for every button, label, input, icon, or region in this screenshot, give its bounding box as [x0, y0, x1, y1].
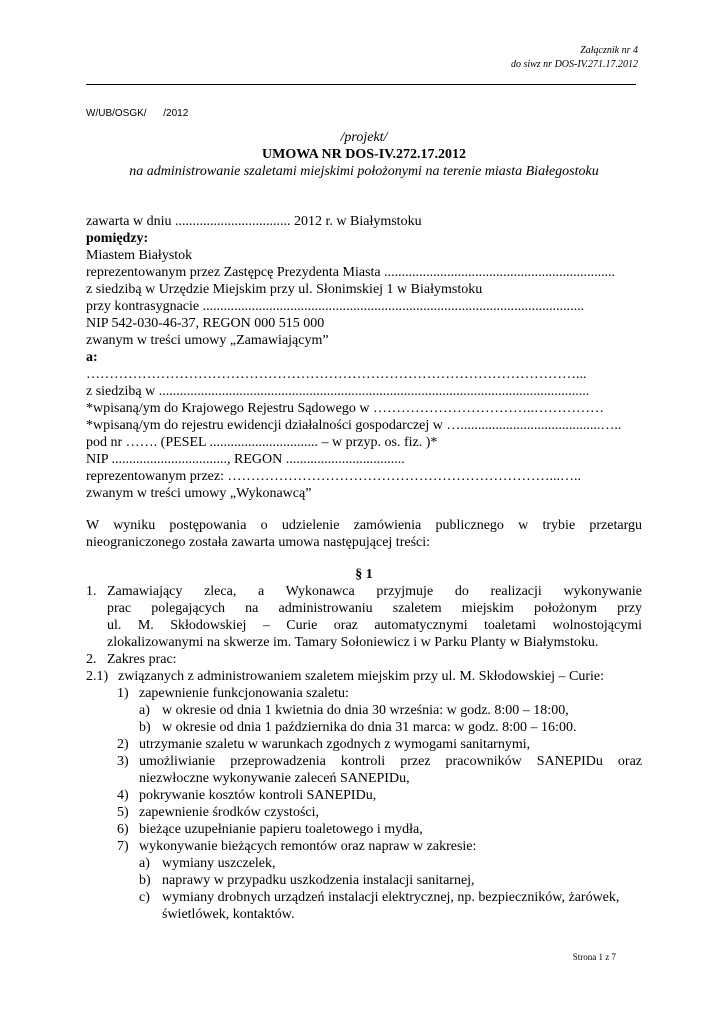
item-7-number: 7) [117, 839, 129, 854]
party-two-seat: z siedzibą w ........................................................................................................................... [86, 384, 590, 399]
page-number: Strona 1 z 7 [572, 952, 616, 962]
section-heading: § 1 [355, 567, 373, 582]
and-label: a: [86, 350, 98, 365]
item-3-line-2: niezwłoczne wykonywanie zaleceń SANEPIDu, [139, 771, 410, 786]
item-7b-text: naprawy w przypadku uszkodzenia instalacji sanitarnej, [162, 873, 475, 888]
item-3-number: 3) [117, 754, 129, 769]
party-one-nip-regon: NIP 542-030-46-37, REGON 000 515 000 [86, 316, 325, 331]
item-5-number: 5) [117, 805, 129, 820]
item-5-text: zapewnienie środków czystości, [139, 805, 319, 820]
item-7b-number: b) [139, 873, 151, 888]
document-reference: W/UB/OSGK/ /2012 [86, 108, 189, 119]
item-7c-number: c) [139, 890, 150, 905]
party-two-ceidg: *wpisaną/ym do rejestru ewidencji działalności gospodarczej w …........................................….. [86, 418, 622, 433]
point-1-line-1: Zamawiający zleca, a Wykonawca przyjmuje do realizacji wykonywanie [107, 584, 642, 599]
siwz-reference: do siwz nr DOS-IV.271.17.2012 [510, 59, 638, 70]
item-7a-number: a) [139, 856, 150, 871]
item-7a-text: wymiany uszczelek, [162, 856, 276, 871]
point-1-line-3: ul. M. Skłodowskiej – Curie oraz automatycznymi toaletami wolnostojącymi [107, 618, 642, 633]
contract-subtitle: na administrowanie szaletami miejskimi położonymi na terenie miasta Białegostoku [129, 164, 599, 179]
contract-title: UMOWA NR DOS-IV.272.17.2012 [262, 147, 466, 162]
item-7-text: wykonywanie bieżących remontów oraz napraw w zakresie: [139, 839, 477, 854]
item-1b-number: b) [139, 720, 151, 735]
item-2-number: 2) [117, 737, 129, 752]
item-3-line-1: umożliwianie przeprowadzenia kontroli przez pracowników SANEPIDu oraz [139, 754, 642, 769]
item-1b-text: w okresie od dnia 1 października do dnia 31 marca: w godz. 8:00 – 16:00. [162, 720, 577, 735]
point-2-text: Zakres prac: [107, 652, 177, 667]
party-two-name: ……………………………………………………………………………………………... [86, 367, 587, 382]
item-6-number: 6) [117, 822, 129, 837]
point-1-line-2: prac polegających na administrowaniu szaletem miejskim położonym przy [107, 601, 642, 616]
party-two-representative: reprezentowanym przez: ……………………………………………………………...….. [86, 469, 581, 484]
party-one-alias: zwanym w treści umowy „Zamawiającym” [86, 333, 329, 348]
party-one-countersignature: przy kontrasygnacie ............................................................................................................. [86, 299, 585, 314]
intro-line-2: nieograniczonego została zawarta umowa następującej treści: [86, 535, 431, 550]
attachment-label: Załącznik nr 4 [580, 45, 638, 56]
intro-line-1: W wyniku postępowania o udzielenie zamówienia publicznego w trybie przetargu [86, 518, 642, 533]
party-one-seat: z siedzibą w Urzędzie Miejskim przy ul. Słonimskiej 1 w Białymstoku [86, 282, 483, 297]
point-1-number: 1. [86, 584, 97, 599]
party-two-alias: zwanym w treści umowy „Wykonawcą” [86, 486, 312, 501]
item-4-text: pokrywanie kosztów kontroli SANEPIDu, [139, 788, 377, 803]
item-1a-text: w okresie od dnia 1 kwietnia do dnia 30 września: w godz. 8:00 – 18:00, [162, 703, 569, 718]
item-4-number: 4) [117, 788, 129, 803]
item-6-text: bieżące uzupełnianie papieru toaletowego i mydła, [139, 822, 423, 837]
between-label: pomiędzy: [86, 231, 149, 246]
draft-label: /projekt/ [340, 130, 388, 145]
point-1-line-4: zlokalizowanymi na skwerze im. Tamary Sołoniewicz i w Parku Planty w Białymstoku. [107, 635, 599, 650]
contract-date-line: zawarta w dniu ................................. 2012 r. w Białymstoku [86, 214, 422, 229]
party-two-nip-regon: NIP ................................., REGON .................................. [86, 452, 405, 467]
item-2-text: utrzymanie szaletu w warunkach zgodnych z wymogami sanitarnymi, [139, 737, 531, 752]
point-2-1-text: związanych z administrowaniem szaletem miejskim przy ul. M. Skłodowskiej – Curie: [118, 669, 605, 684]
item-1-number: 1) [117, 686, 129, 701]
party-one-name: Miastem Białystok [86, 248, 193, 263]
item-1-text: zapewnienie funkcjonowania szaletu: [139, 686, 349, 701]
point-2-1-number: 2.1) [86, 669, 109, 684]
party-two-krs: *wpisaną/ym do Krajowego Rejestru Sądowego w ……………………………..…………… [86, 401, 604, 416]
item-7c-line-2: świetlówek, kontaktów. [162, 907, 295, 922]
item-7c-line-1: wymiany drobnych urządzeń instalacji elektrycznej, np. bezpieczników, żarówek, [162, 890, 620, 905]
party-two-pesel: pod nr ……. (PESEL ............................... – w przyp. os. fiz. )* [86, 435, 438, 450]
item-1a-number: a) [139, 703, 150, 718]
party-one-representative: reprezentowanym przez Zastępcę Prezydenta Miasta .................................................................. [86, 265, 616, 280]
point-2-number: 2. [86, 652, 97, 667]
header-divider [86, 84, 636, 85]
